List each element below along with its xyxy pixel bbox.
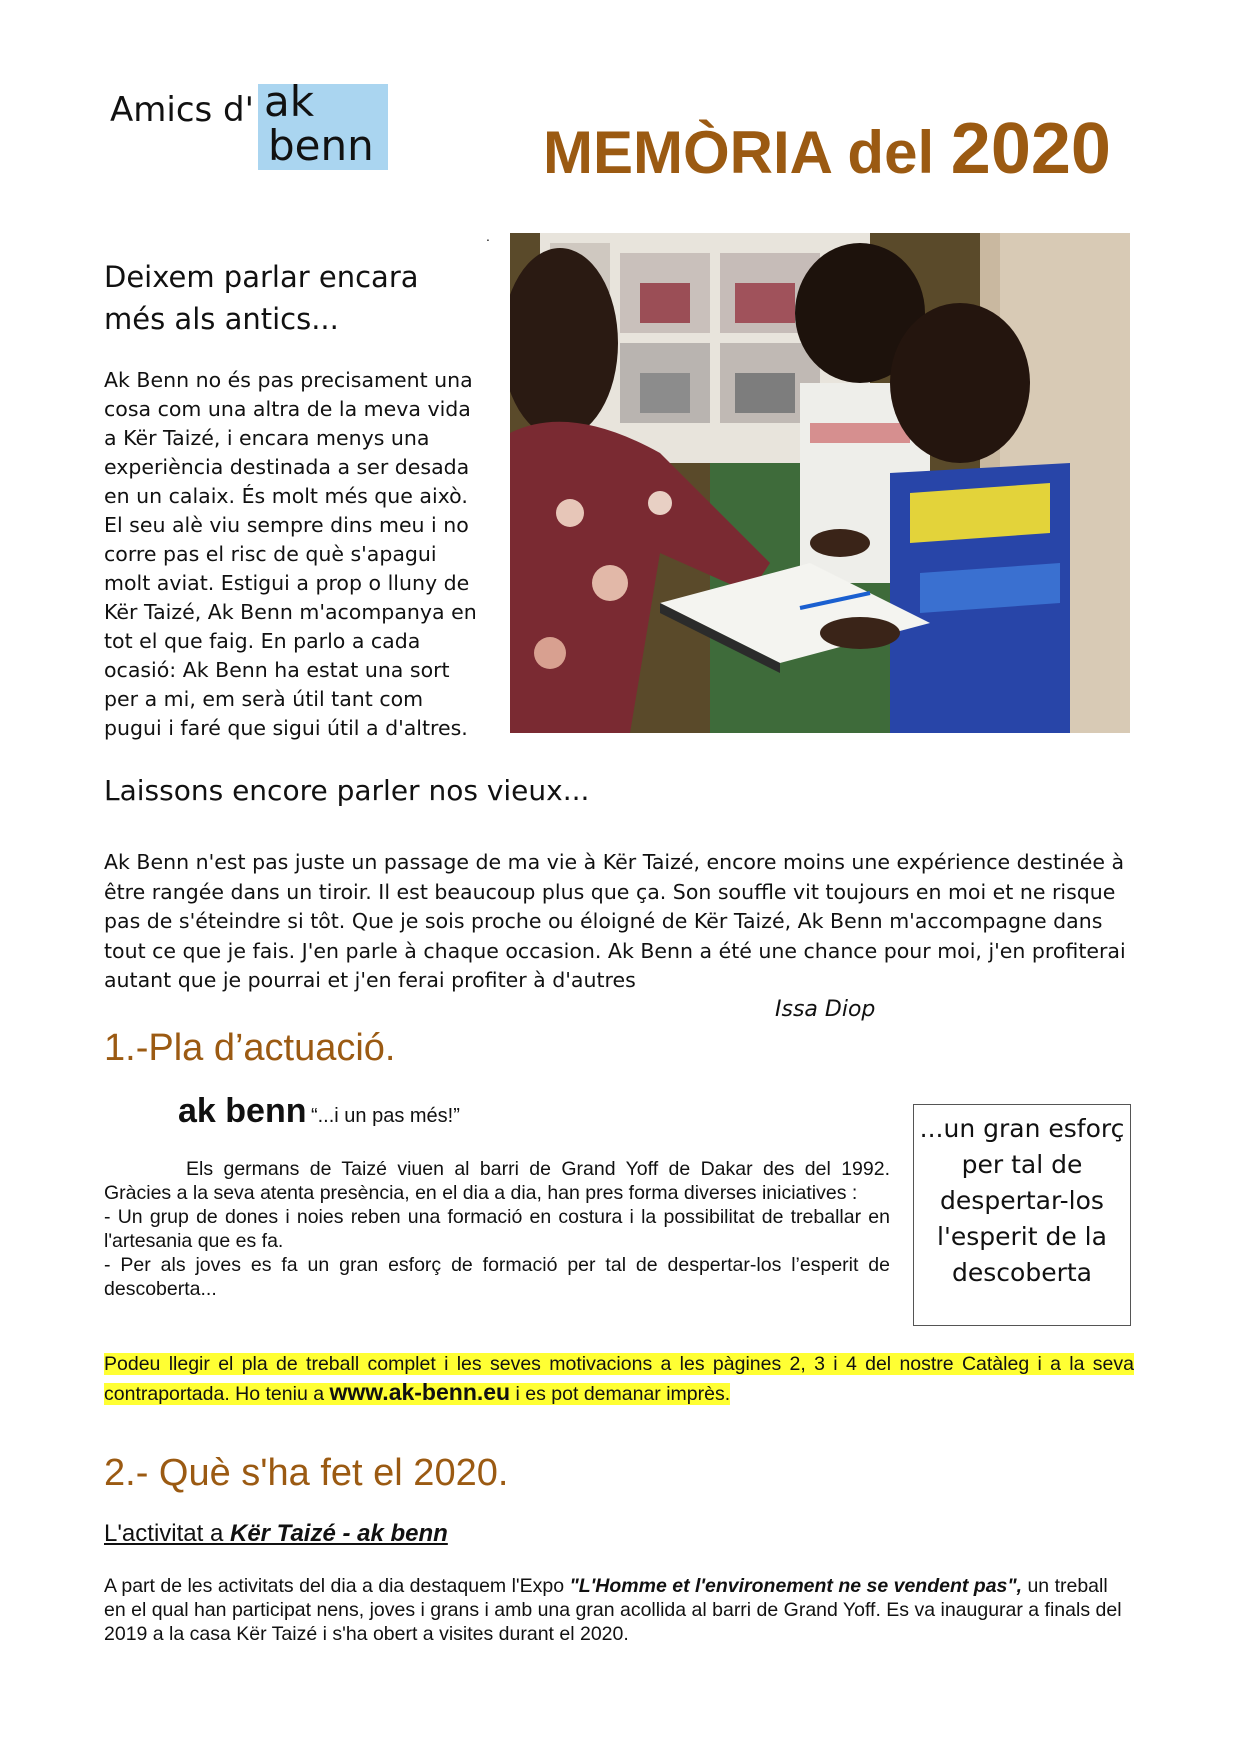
logo-prefix: Amics d' bbox=[110, 90, 254, 130]
callout-box: ...un gran esforç per tal de despertar-los l'esperit de la descoberta bbox=[913, 1104, 1131, 1326]
section-2-body-pre: A part de les activitats del dia a dia destaquem l'Expo bbox=[104, 1575, 570, 1597]
brand-slogan-line bbox=[178, 1092, 460, 1131]
page-title bbox=[543, 108, 1111, 190]
catalog-link[interactable]: www.ak-benn.eu bbox=[329, 1379, 511, 1405]
title-year: 2020 bbox=[950, 109, 1111, 189]
highlight-note bbox=[104, 1350, 1134, 1408]
activity-subheading bbox=[104, 1520, 448, 1548]
section-2-body-post: un treball en el qual han participat nens, joves i grans i amb una gran acollida al barri de Grand Yoff. Es va inaugurar a finals del 2019 a la casa Kër Taizé i s'ha obert a visites durant el 2020. bbox=[104, 1575, 1122, 1645]
quote-author: Issa Diop bbox=[775, 997, 876, 1022]
subhead-pre: L'activitat a bbox=[104, 1520, 230, 1547]
section-1-body bbox=[104, 1157, 890, 1301]
intro-body: Ak Benn no és pas precisament una cosa com una altra de la meva vida a Kër Taizé, i encara menys una experiència destinada a ser desada en un calaix. És molt més que això. El seu alè viu sempre dins meu i no corre pas el risc de què s'apagui molt aviat. Estigui a prop o lluny de Kër Taizé, Ak Benn m'acompanya en tot el que faig. En parlo a cada ocasió: Ak Benn ha estat una sort per a mi, em serà útil tant com pugui i faré que sigui útil a d'altres. bbox=[104, 368, 477, 740]
subhead-bold: Kër Taizé - ak benn bbox=[229, 1520, 448, 1547]
expo-title: "L'Homme et l'environement ne se vendent pas", bbox=[569, 1575, 1023, 1597]
intro-heading: Deixem parlar encara més als antics... bbox=[104, 260, 419, 336]
section-1-title: 1.-Pla d’actuació. bbox=[104, 1027, 396, 1069]
logo-word-ak: ak bbox=[264, 77, 315, 126]
french-body: Ak Benn n'est pas juste un passage de ma vie à Kër Taizé, encore moins une expérience destinée à être rangée dans un tiroir. Il est beaucoup plus que ça. Son souffle vit toujours en moi et ne risque pas de s'éteindre si tôt. Que je sois proche ou éloigné de Kër Taizé, Ak Benn m'accompagne dans tout ce que je fais. J'en parle à chaque occasion. Ak Benn a été une chance pour moi, j'en profiterai autant que je pourrai et j'en ferai profiter à d'autres bbox=[104, 850, 1126, 992]
section-1-para-3: - Per als joves es fa un gran esforç de formació per tal de despertar-los l’esperit de descoberta... bbox=[104, 1254, 890, 1300]
photo-three-girls-reading bbox=[510, 233, 1130, 733]
french-heading: Laissons encore parler nos vieux... bbox=[104, 774, 590, 807]
brand-name: ak benn bbox=[178, 1092, 307, 1130]
highlight-text-post: i es pot demanar imprès. bbox=[510, 1383, 731, 1405]
section-1-para-1: Els germans de Taizé viuen al barri de Grand Yoff de Dakar des del 1992. Gràcies a la seva atenta presència, en el dia a dia, han pres forma diverses iniciatives : bbox=[104, 1158, 890, 1204]
title-text: MEMÒRIA del bbox=[543, 119, 935, 186]
stray-dot: . bbox=[486, 228, 490, 244]
section-2-title: 2.- Què s'ha fet el 2020. bbox=[104, 1452, 509, 1494]
section-1-para-2: - Un grup de dones i noies reben una formació en costura i la possibilitat de treballar en l'artesania que es fa. bbox=[104, 1206, 890, 1252]
section-2-body bbox=[104, 1574, 1134, 1646]
logo-word-benn: benn bbox=[268, 121, 374, 170]
highlight-text-pre: Podeu llegir el pla de treball complet i les seves motivacions a les pàgines 2, 3 i 4 del nostre Catàleg i a la seva contraportada. Ho teniu a bbox=[104, 1353, 1134, 1405]
brand-slogan: “...i un pas més!” bbox=[310, 1105, 460, 1127]
